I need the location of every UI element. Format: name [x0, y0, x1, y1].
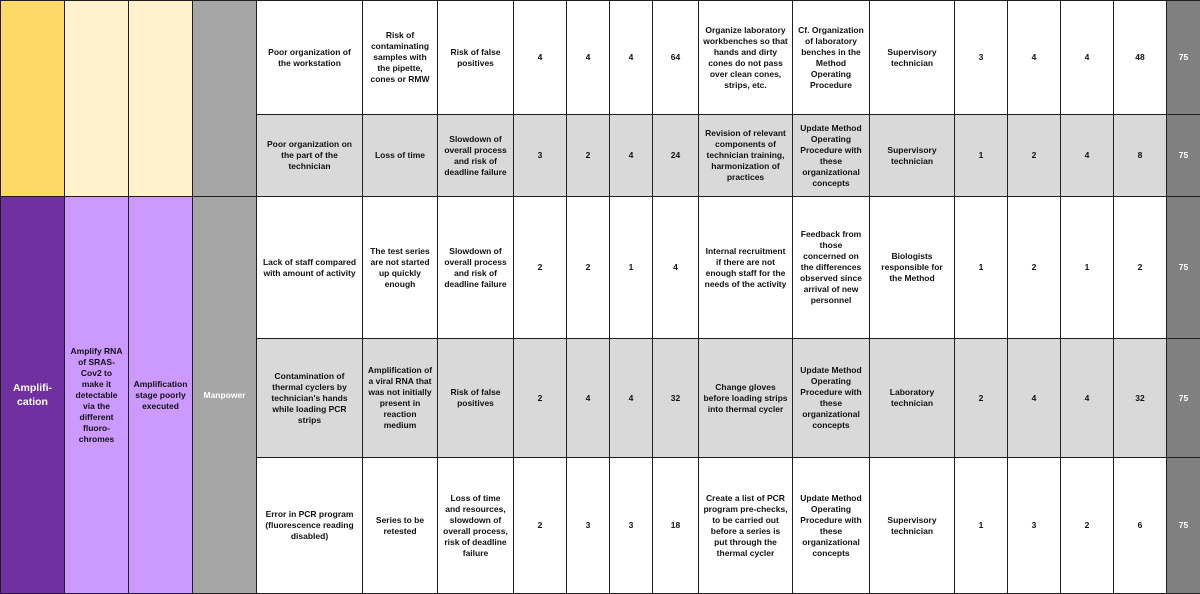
verification-cell: Cf. Organization of laboratory benches in the Method Operating Procedure [793, 1, 870, 115]
rpn-after-cell: 8 [1114, 115, 1167, 197]
cause-cell: Contamination of thermal cyclers by technician's hands while loading PCR strips [257, 339, 363, 458]
occurrence-cell: 3 [567, 458, 610, 594]
responsible-cell: Supervisory technician [870, 115, 955, 197]
step-cell [1, 1, 65, 197]
severity-after-cell: 2 [955, 339, 1008, 458]
cause-cell: Poor organization on the part of the technician [257, 115, 363, 197]
severity-cell: 3 [514, 115, 567, 197]
detection-cell: 1 [610, 197, 653, 339]
threshold-cell: 75 [1167, 115, 1200, 197]
action-cell: Create a list of PCR program pre-checks, to be carried out before a series is put through the thermal cycler [699, 458, 793, 594]
severity-after-cell: 1 [955, 197, 1008, 339]
consequence-cell: Risk of false positives [438, 1, 514, 115]
occurrence-after-cell: 2 [1008, 197, 1061, 339]
threshold-cell: 75 [1167, 458, 1200, 594]
rpn-cell: 32 [653, 339, 699, 458]
step-cell: Amplifi-cation [1, 197, 65, 594]
action-cell: Change gloves before loading strips into thermal cycler [699, 339, 793, 458]
occurrence-after-cell: 3 [1008, 458, 1061, 594]
detection-cell: 4 [610, 1, 653, 115]
verification-cell: Update Method Operating Procedure with these organizational concepts [793, 339, 870, 458]
consequence-cell: Loss of time and resources, slowdown of overall process, risk of deadline failure [438, 458, 514, 594]
cause-cell: Lack of staff compared with amount of activity [257, 197, 363, 339]
verification-cell: Update Method Operating Procedure with these organizational concepts [793, 458, 870, 594]
detection-after-cell: 4 [1061, 339, 1114, 458]
detection-cell: 3 [610, 458, 653, 594]
consequence-cell: Slowdown of overall process and risk of deadline failure [438, 197, 514, 339]
failure-mode-cell: Amplification stage poorly executed [129, 197, 193, 594]
severity-cell: 2 [514, 197, 567, 339]
occurrence-cell: 2 [567, 197, 610, 339]
responsible-cell: Biologists responsible for the Method [870, 197, 955, 339]
consequence-cell: Slowdown of overall process and risk of deadline failure [438, 115, 514, 197]
effect-cell: Series to be retested [363, 458, 438, 594]
threshold-cell: 75 [1167, 1, 1200, 115]
effect-cell: Loss of time [363, 115, 438, 197]
cause-cell: Error in PCR program (fluorescence reading disabled) [257, 458, 363, 594]
rpn-cell: 4 [653, 197, 699, 339]
rpn-cell: 24 [653, 115, 699, 197]
threshold-cell: 75 [1167, 197, 1200, 339]
purpose-cell [65, 1, 129, 197]
verification-cell: Update Method Operating Procedure with these organizational concepts [793, 115, 870, 197]
consequence-cell: Risk of false positives [438, 339, 514, 458]
effect-cell: Risk of contaminating samples with the pipette, cones or RMW [363, 1, 438, 115]
rpn-cell: 18 [653, 458, 699, 594]
responsible-cell: Supervisory technician [870, 1, 955, 115]
severity-cell: 2 [514, 339, 567, 458]
verification-cell: Feedback from those concerned on the differences observed since arrival of new personnel [793, 197, 870, 339]
table-row [1, 1, 1200, 115]
severity-after-cell: 1 [955, 458, 1008, 594]
action-cell: Organize laboratory workbenches so that hands and dirty cones do not pass over clean cones, strips, etc. [699, 1, 793, 115]
rpn-after-cell: 32 [1114, 339, 1167, 458]
responsible-cell: Supervisory technician [870, 458, 955, 594]
failure-mode-cell [129, 1, 193, 197]
severity-after-cell: 1 [955, 115, 1008, 197]
category-cell: Manpower [193, 197, 257, 594]
rpn-after-cell: 2 [1114, 197, 1167, 339]
responsible-cell: Laboratory technician [870, 339, 955, 458]
effect-cell: Amplification of a viral RNA that was not initially present in reaction medium [363, 339, 438, 458]
purpose-cell: Amplify RNA of SRAS-Cov2 to make it detectable via the different fluoro-chromes [65, 197, 129, 594]
detection-after-cell: 4 [1061, 115, 1114, 197]
detection-cell: 4 [610, 339, 653, 458]
detection-after-cell: 1 [1061, 197, 1114, 339]
occurrence-after-cell: 2 [1008, 115, 1061, 197]
cause-cell: Poor organization of the workstation [257, 1, 363, 115]
occurrence-cell: 4 [567, 339, 610, 458]
rpn-after-cell: 6 [1114, 458, 1167, 594]
severity-cell: 2 [514, 458, 567, 594]
effect-cell: The test series are not started up quickly enough [363, 197, 438, 339]
occurrence-cell: 2 [567, 115, 610, 197]
severity-after-cell: 3 [955, 1, 1008, 115]
action-cell: Revision of relevant components of technician training, harmonization of practices [699, 115, 793, 197]
category-cell [193, 1, 257, 197]
detection-after-cell: 4 [1061, 1, 1114, 115]
rpn-cell: 64 [653, 1, 699, 115]
occurrence-cell: 4 [567, 1, 610, 115]
table-row [1, 197, 1200, 339]
severity-cell: 4 [514, 1, 567, 115]
occurrence-after-cell: 4 [1008, 339, 1061, 458]
detection-cell: 4 [610, 115, 653, 197]
detection-after-cell: 2 [1061, 458, 1114, 594]
rpn-after-cell: 48 [1114, 1, 1167, 115]
occurrence-after-cell: 4 [1008, 1, 1061, 115]
action-cell: Internal recruitment if there are not enough staff for the needs of the activity [699, 197, 793, 339]
threshold-cell: 75 [1167, 339, 1200, 458]
